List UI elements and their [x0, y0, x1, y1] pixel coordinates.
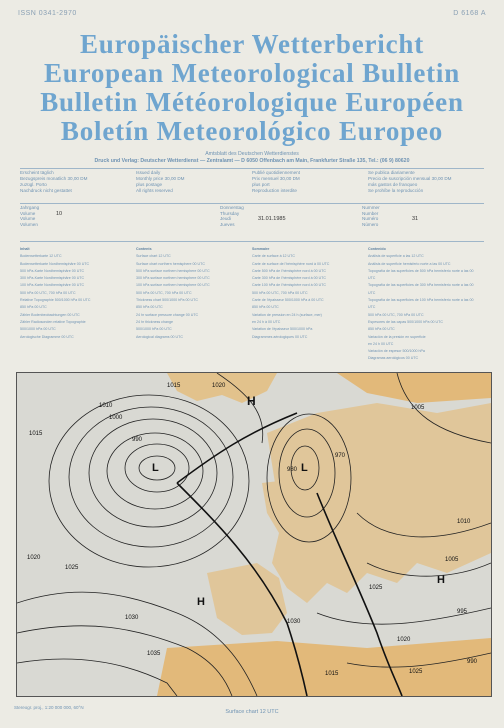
contents-item: 100 hPa-Karte Nordhemisphäre 00 UTC [20, 283, 85, 288]
top-meta [18, 10, 486, 22]
contents-item: 500 hPa surface northern hemisphere 00 UTC [136, 268, 210, 273]
contents-item: Espesores de las capas 500/1000 hPa 00 UTC [368, 319, 443, 324]
volume-label: Volumen [20, 221, 38, 227]
publisher-line-2: Druck und Verlag: Deutscher Wetterdienst — Zentralamt — D 6050 Offenbach am Main, Frankfurter Straße 135, Tel.: (06 9) 80620 [94, 158, 410, 164]
contents-item: 500 hPa 00 UTC, 700 hPa 00 UTC [136, 290, 192, 295]
contents-item: Diagrammes aérologiques 00 UTC [252, 334, 308, 339]
isobar-label: 970 [335, 453, 346, 459]
meta-text: Prix mensuel 30,00 DM [252, 176, 300, 181]
divider [20, 168, 484, 169]
contents-item: Diagramas aerológicos 00 UTC [368, 356, 419, 361]
meta-text: plus port [252, 182, 270, 187]
number-label: Number [362, 210, 379, 216]
isobar-label: 1035 [147, 651, 161, 657]
isobar-label: 980 [287, 467, 298, 473]
contents-item: 300 hPa surface northern hemisphere 00 UTC [136, 276, 210, 281]
contents-item: 24 hr surface pressure change 00 UTC [136, 312, 199, 317]
contents-item: Aerologische Diagramme 00 UTC [20, 334, 74, 339]
day-label: Thursday [220, 210, 240, 216]
divider [20, 203, 484, 204]
table-of-contents [20, 246, 484, 361]
contents-item: Zähler Bodenbeobachtungen 00 UTC [20, 312, 80, 317]
contents-item: Variación de la presión en superficie [368, 334, 426, 339]
meta-text: Se publica diariamente [368, 170, 415, 175]
contents-heading: Sommaire [252, 247, 270, 251]
contents-item: Carte 300 hPa de l'hémisphère nord à 00 UTC [252, 276, 327, 281]
contents-item: Variación de espesor 500/1000 hPa [368, 349, 425, 354]
contents-heading: Contents [136, 247, 152, 251]
issn-label: ISSN 0341-2970 [18, 10, 77, 17]
contents-item: Bodenwetterkarte Nordhemisphäre 00 UTC [20, 261, 90, 266]
number-label: Numéro [362, 216, 379, 222]
contents-item: Thickness chart 500/1000 hPa 00 UTC [136, 298, 198, 303]
map-caption: Surface chart 12 UTC [225, 709, 279, 715]
isobar-label: 1020 [212, 383, 226, 389]
contents-item: 500 hPa-Karte Nordhemisphäre 00 UTC [20, 268, 85, 273]
title-spanish: Boletín Meteorológico Europeo [60, 116, 444, 146]
meta-text: Reproduction interdite [252, 188, 297, 193]
meta-text: Erscheint täglich [20, 170, 54, 175]
isobar-label: 1025 [409, 669, 423, 675]
contents-item: 300 hPa-Karte Nordhemisphäre 00 UTC [20, 276, 85, 281]
contents-item: Topografía de las superficies de 100 hPa hemisferio norte a las 00 UTC [368, 298, 474, 310]
volume-label: Jahrgang [20, 205, 40, 210]
isobar-label: 1025 [369, 585, 383, 591]
contents-item: 100 hPa surface northern hemisphere 00 UTC [136, 283, 210, 288]
title-french: Bulletin Météorologique Européen [40, 87, 464, 117]
meta-col-english [136, 170, 248, 194]
high-center-label: H [247, 394, 256, 408]
day-label: Jueves [220, 221, 235, 227]
volume-value: 10 [56, 211, 63, 217]
isobar-label: 1010 [99, 403, 113, 409]
divider [20, 241, 484, 242]
meta-text: All rights reserved [136, 188, 173, 193]
contents-col-english [136, 246, 248, 341]
issue-date: 31.01.1985 [258, 216, 286, 222]
contents-heading: Inhalt [20, 247, 30, 251]
volume-label: Volume [20, 210, 36, 216]
contents-item: 500 hPa 00 UTC, 700 hPa 00 UTC [20, 290, 76, 295]
isobar-label: 1030 [125, 615, 139, 621]
high-center-label: H [197, 596, 205, 608]
contents-item: Carte de surface de l'hémisphère nord à 00 UTC [252, 261, 330, 266]
meta-text: Bezugspreis monatlich 30,00 DM [20, 176, 88, 181]
contents-item: 850 hPa 00 UTC [252, 305, 279, 310]
isobar-label: 1020 [27, 555, 41, 561]
contents-col-french [252, 246, 364, 341]
weather-map-svg [17, 373, 491, 696]
meta-text: Nachdruck nicht gestattet [20, 188, 72, 193]
contents-col-german [20, 246, 132, 341]
contents-item: Variation de l'épaisseur 500/1000 hPa [252, 327, 313, 332]
contents-item: Surface chart northern hemisphere 00 UTC [136, 261, 205, 266]
meta-text: plus postage [136, 182, 163, 187]
contents-heading: Contenido [368, 247, 386, 251]
contents-item: Bodenwetterkarte 12 UTC [20, 254, 62, 259]
contents-item: Relative Topographie 500/1000 hPa 00 UTC [20, 298, 91, 303]
isobar-label: 1010 [457, 519, 471, 525]
meta-text: Se prohíbe la reproducción [368, 188, 424, 193]
number-label: Nummer [362, 205, 380, 210]
meta-text: zuzügl. Porto [20, 182, 47, 187]
day-label: Donnerstag [220, 205, 244, 210]
high-center-label: H [437, 574, 445, 586]
contents-item: 850 hPa 00 UTC [136, 305, 163, 310]
contents-item: Aerological diagrams 00 UTC [136, 334, 183, 339]
contents-item: Surface chart 12 UTC [136, 254, 171, 259]
meta-text: Precio de suscripción mensual 30,00 DM [368, 176, 452, 181]
isobar-label: 1005 [411, 405, 425, 411]
surface-weather-map [16, 372, 492, 697]
title-german: Europäischer Wetterbericht [79, 29, 424, 59]
isobar-label: 995 [457, 609, 468, 615]
low-center-label: L [301, 462, 308, 474]
contents-item: en 24 h à 00 UTC [252, 319, 281, 324]
meta-text: más gastos de franqueo [368, 182, 418, 187]
map-scale: Stereogr. proj., 1:20 000 000, 60°N [14, 705, 84, 710]
isobar-label: 1015 [29, 431, 43, 437]
contents-item: Análisis de superficie hemisferio norte a las 00 UTC [368, 261, 451, 266]
isobar-label: 1025 [65, 565, 79, 571]
day-label: Jeudi [220, 216, 231, 222]
contents-item: 500/1000 hPa 00 UTC [136, 327, 172, 332]
isobar-label: 1020 [397, 637, 411, 643]
meta-text: Monthly price 30,00 DM [136, 176, 185, 181]
publication-code: D 6168 A [453, 10, 486, 17]
contents-item: Carte de l'épaisseur 500/1000 hPa à 00 UTC [252, 298, 324, 303]
contents-col-spanish [368, 246, 480, 363]
isobar-label: 990 [467, 659, 478, 665]
contents-item: 24 hr thickness change [136, 319, 173, 324]
meta-text: Publié quotidiennement [252, 170, 301, 175]
meta-col-spanish [368, 170, 480, 194]
isobar-label: 1015 [167, 383, 181, 389]
contents-item: Análisis de superficie a las 12 UTC [368, 254, 424, 259]
meta-col-french [252, 170, 364, 194]
contents-item: Topografía de las superficies de 500 hPa hemisferio norte a las 00 UTC [368, 268, 474, 281]
low-center-label: L [152, 462, 159, 474]
issue-info [20, 205, 484, 239]
isobar-label: 990 [132, 437, 143, 443]
meta-col-german [20, 170, 132, 194]
volume-label: Volume [20, 216, 36, 222]
contents-item: Zähler Radiosonden relative Topographie [20, 319, 86, 324]
isobar-label: 1030 [287, 619, 301, 625]
contents-item: 850 hPa 00 UTC [20, 305, 47, 310]
contents-item: en 24 h 00 UTC [368, 341, 394, 346]
isobar-label: 1000 [109, 415, 123, 421]
isobar-label: 1005 [445, 557, 459, 563]
contents-item: Carte 500 hPa de l'hémisphère nord à 00 UTC [252, 268, 327, 273]
contents-item: Carte 100 hPa de l'hémisphère nord à 00 UTC [252, 283, 327, 288]
issue-number: 31 [412, 216, 419, 222]
title-block [10, 30, 494, 146]
contents-item: Variation de pression en 24 h (surface, mer) [252, 312, 322, 317]
contents-item: Carte de surface à 12 UTC [252, 254, 295, 259]
title-english: European Meteorological Bulletin [43, 58, 461, 88]
contents-item: 850 hPa 00 UTC [368, 327, 395, 332]
publisher-line-1: Amtsblatt des Deutschen Wetterdienstes [205, 151, 299, 157]
contents-item: 500 hPa 00 UTC, 700 hPa 00 UTC [368, 312, 424, 317]
contents-item: 500 hPa 00 UTC, 700 hPa 00 UTC [252, 290, 308, 295]
map-land-africa [157, 638, 491, 696]
contents-item: Topografía de las superficies de 300 hPa hemisferio norte a las 00 UTC [368, 283, 474, 295]
contents-item: 500/1000 hPa 00 UTC [20, 327, 56, 332]
isobar-label: 1015 [325, 671, 339, 677]
publisher-info [20, 151, 484, 165]
meta-text: Issued daily [136, 170, 161, 175]
number-label: Número [362, 221, 379, 227]
